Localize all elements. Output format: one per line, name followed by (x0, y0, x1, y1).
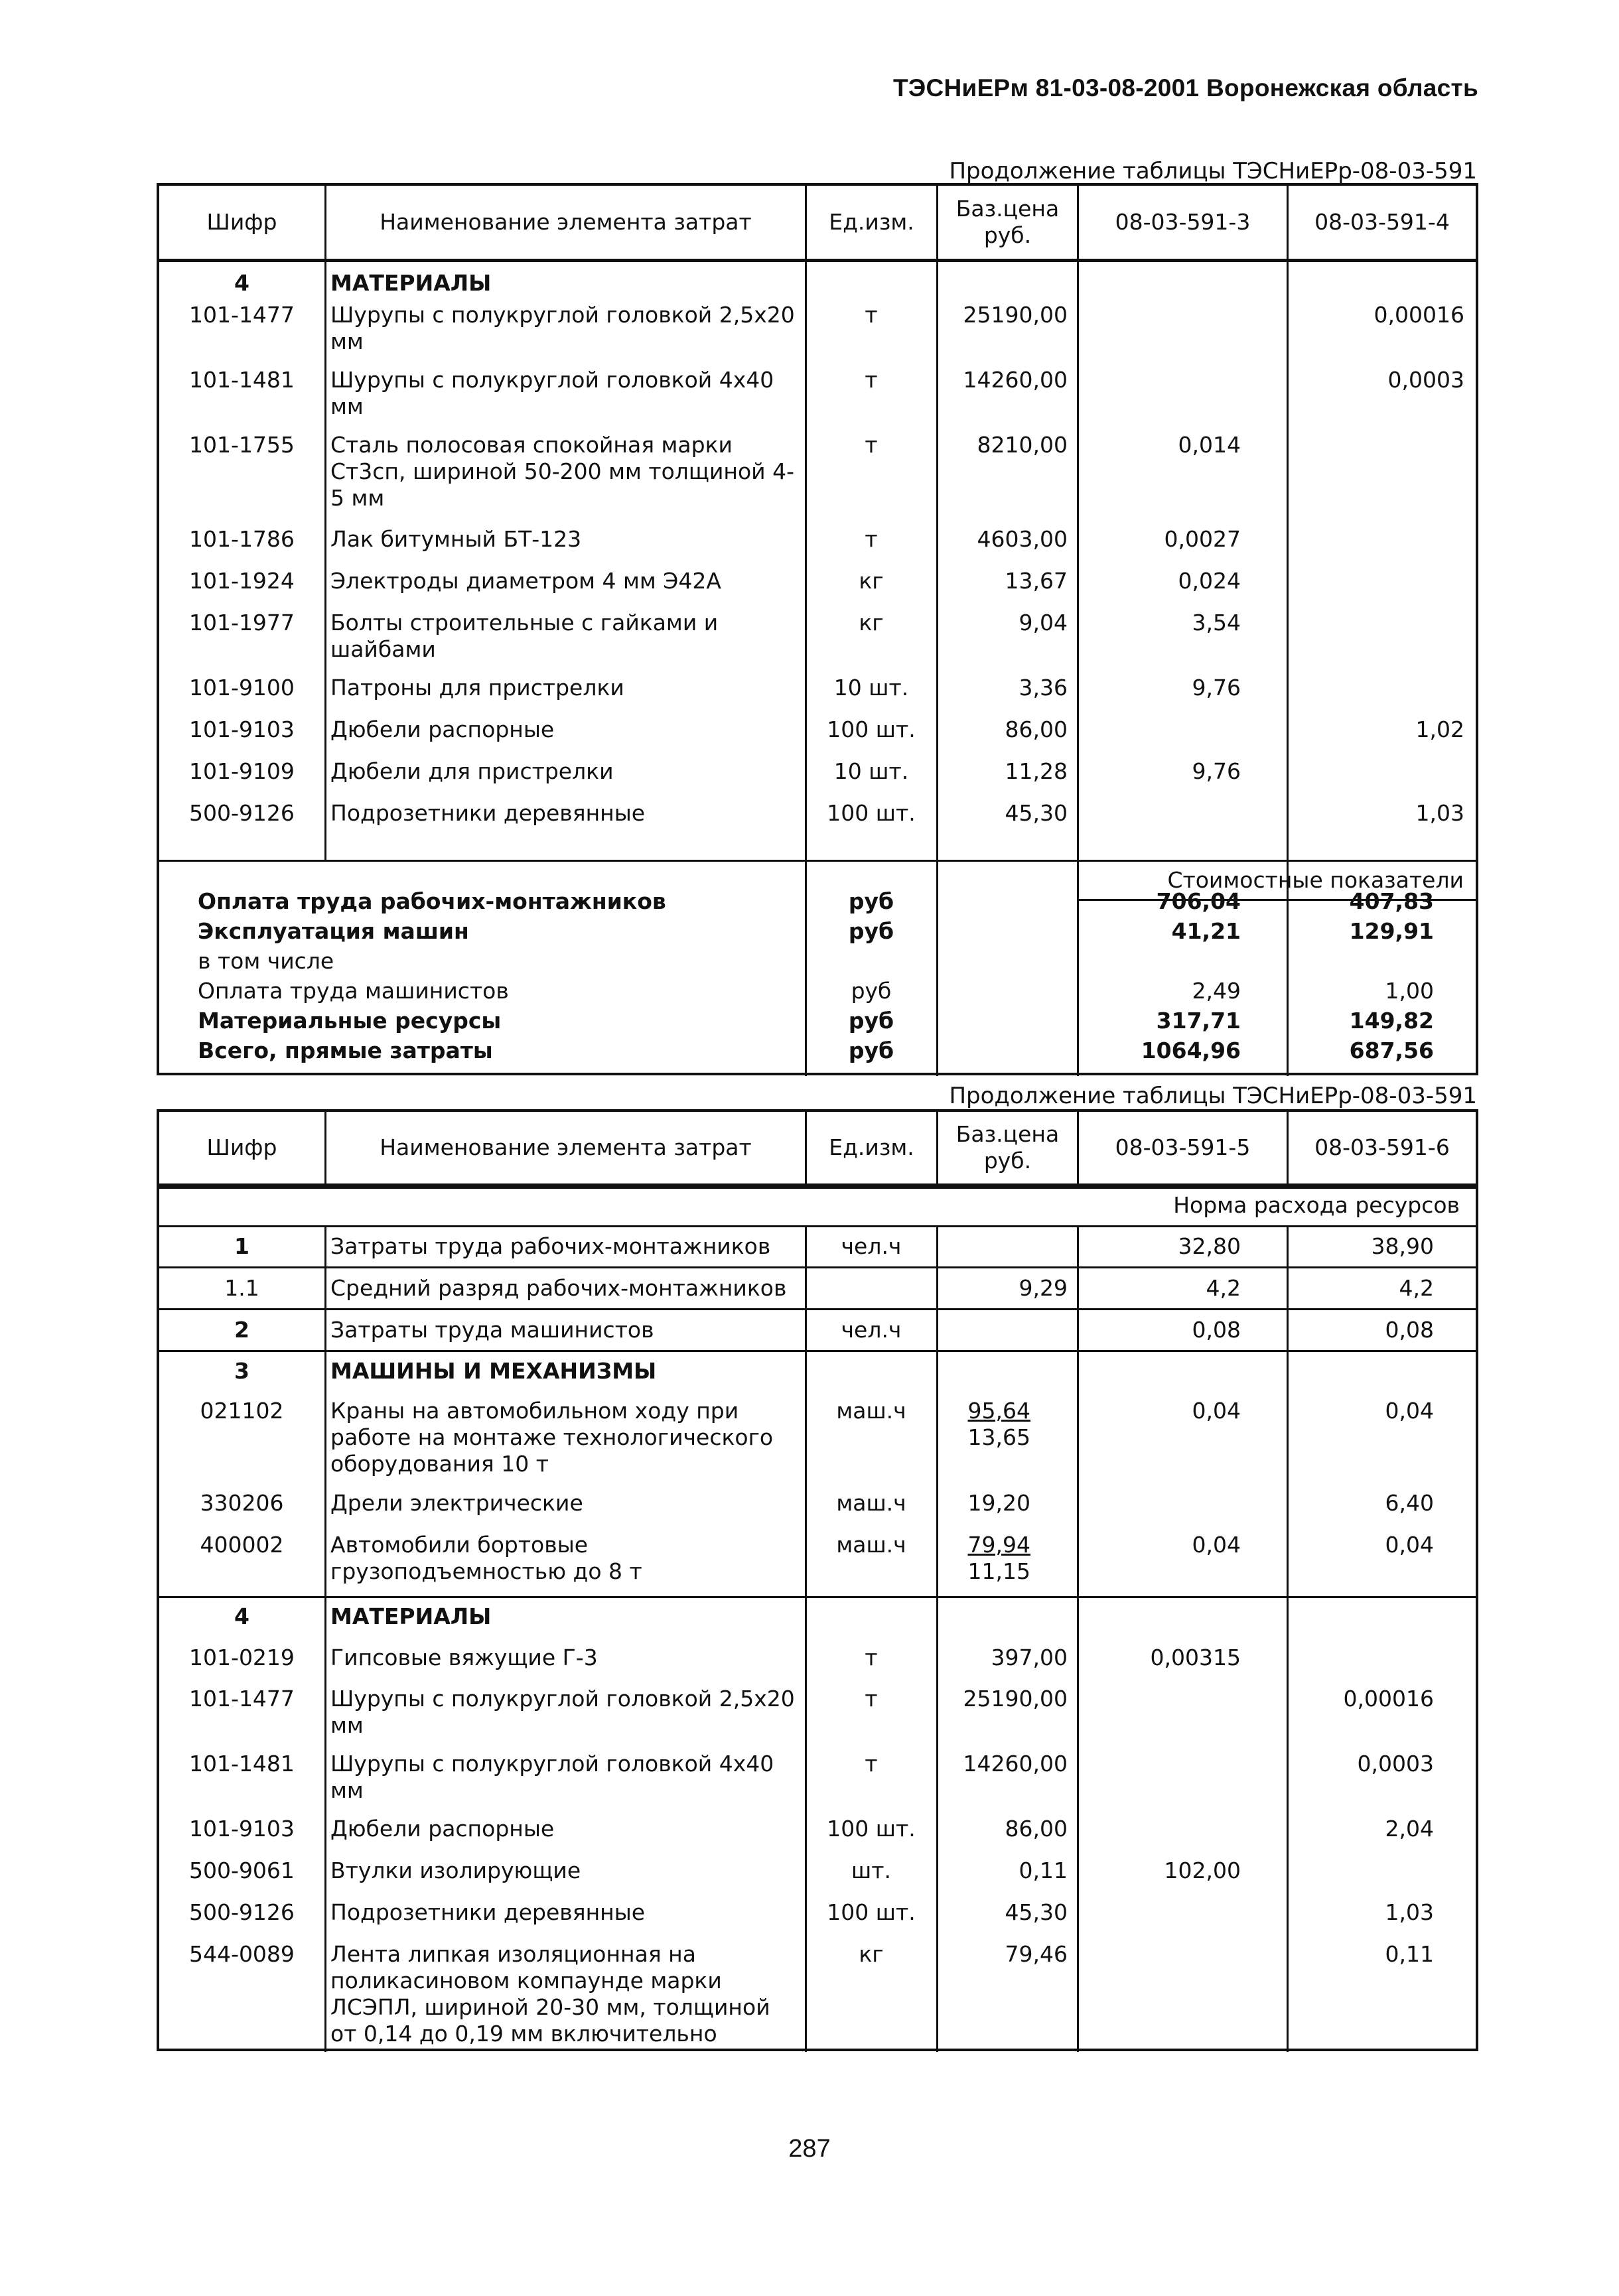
unit-cell: т (865, 526, 878, 552)
resource-code: 500-9126 (189, 800, 295, 826)
value-cell-2: 4,2 (1399, 1275, 1434, 1301)
col-v1-header: 08-03-591-3 (1079, 186, 1289, 259)
cost-value-1: 2,49 (1192, 978, 1241, 1004)
table1-continuation: Продолжение таблицы ТЭСНиЕРр-08-03-591 (949, 158, 1477, 184)
resource-code: 101-1924 (189, 568, 295, 594)
col-price-header: Баз.цена руб. (938, 186, 1079, 259)
resource-name: Дюбели распорные (330, 716, 555, 742)
unit-cell: 100 шт. (827, 1816, 916, 1842)
resource-name: Сталь полосовая спокойная марки Ст3сп, шириной 50-200 мм толщиной 4-5 мм (330, 432, 794, 511)
resource-name: Шурупы с полукруглой головкой 4х40 мм (330, 367, 774, 419)
col-v2-header: 08-03-591-4 (1314, 209, 1450, 235)
table1-body (159, 262, 1476, 1076)
norm-caption: Норма расхода ресурсов (1173, 1192, 1460, 1218)
resource-code: 101-0219 (189, 1645, 295, 1670)
unit-cell: чел.ч (841, 1233, 902, 1259)
machine-name: Краны на автомобильном ходу при работе на монтаже технологического оборудования 10 т (330, 1398, 774, 1477)
machine-name: Дрели электрические (330, 1490, 583, 1516)
price-cell: 9,29 (1019, 1275, 1068, 1301)
unit-cell: 10 шт. (833, 758, 909, 784)
value-cell-2: 0,00016 (1343, 1686, 1434, 1712)
cost-unit: руб (848, 1008, 894, 1034)
section-title: МАТЕРИАЛЫ (330, 1603, 492, 1629)
resource-code: 101-9103 (189, 716, 295, 742)
unit-cell: 100 шт. (827, 716, 916, 742)
section-title: МАТЕРИАЛЫ (330, 270, 492, 296)
col-unit-header: Ед.изм. (807, 186, 938, 259)
value-cell-2: 0,04 (1385, 1532, 1434, 1558)
machine-name: Автомобили бортовые грузоподъемностью до 8 т (330, 1532, 642, 1584)
resource-name: Шурупы с полукруглой головкой 2,5х20 мм (330, 1686, 795, 1738)
resource-code: 500-9126 (189, 1899, 295, 1925)
price-cell: 86,00 (1005, 716, 1068, 742)
section-code: 4 (234, 1603, 249, 1629)
col-unit-header: Ед.изм. (807, 1112, 938, 1183)
resource-code: 101-1477 (189, 1686, 295, 1712)
machine-code: 400002 (200, 1532, 284, 1558)
cost-value-2: 687,56 (1349, 1038, 1434, 1063)
unit-cell: т (865, 1751, 878, 1777)
cost-unit: руб (848, 1038, 894, 1063)
document-header: ТЭСНиЕРм 81-03-08-2001 Воронежская область (892, 74, 1478, 101)
resource-code: 544-0089 (189, 1941, 295, 1967)
unit-cell: кг (859, 1941, 884, 1967)
resource-name: Лента липкая изоляционная на поликасиновом компаунде марки ЛСЭПЛ, шириной 20-30 мм, толщиной от 0,14 до 0,19 мм включительно (330, 1941, 770, 2047)
machine-code: 330206 (200, 1490, 284, 1516)
price-cell: 86,00 (1005, 1816, 1068, 1842)
value-cell-1: 4,2 (1206, 1275, 1241, 1301)
value-cell-2: 0,0003 (1387, 367, 1464, 393)
resource-name: Болты строительные с гайками и шайбами (330, 610, 719, 662)
price-cell: 13,67 (1005, 568, 1068, 594)
cost-value-1: 41,21 (1171, 918, 1241, 944)
resource-code: 101-1977 (189, 610, 295, 636)
table1 (157, 183, 1478, 1075)
labor-code: 1.1 (224, 1275, 259, 1301)
value-cell-1: 102,00 (1164, 1857, 1241, 1883)
unit-cell: т (865, 302, 878, 328)
price-cell: 8210,00 (977, 432, 1068, 458)
value-cell-1: 0,014 (1178, 432, 1241, 458)
unit-cell: т (865, 432, 878, 458)
table2-header (159, 1112, 1476, 1187)
labor-name: Затраты труда машинистов (330, 1317, 654, 1343)
resource-name: Шурупы с полукруглой головкой 2,5х20 мм (330, 302, 795, 354)
price-cell: 79,94 (967, 1532, 1030, 1558)
section-code: 3 (234, 1358, 249, 1384)
resource-name: Патроны для пристрелки (330, 675, 624, 701)
price-cell: 95,64 (967, 1398, 1030, 1424)
unit-cell: маш.ч (836, 1398, 906, 1424)
value-cell-2: 0,04 (1385, 1398, 1434, 1424)
cost-unit: руб (848, 918, 894, 944)
value-cell-1: 0,0027 (1164, 526, 1241, 552)
unit-cell: кг (859, 610, 884, 636)
cost-value-2: 1,00 (1385, 978, 1434, 1004)
cost-caption: Стоимостные показатели (1167, 867, 1464, 893)
resource-code: 101-1481 (189, 367, 295, 393)
col-code-header: Шифр (159, 1112, 326, 1183)
price-cell: 25190,00 (963, 1686, 1068, 1712)
value-cell-1: 9,76 (1192, 758, 1241, 784)
col-price-header: Баз.цена руб. (938, 1112, 1079, 1183)
resource-code: 500-9061 (189, 1857, 295, 1883)
value-cell-1: 0,024 (1178, 568, 1241, 594)
value-cell-1: 0,00315 (1150, 1645, 1241, 1670)
value-cell-1: 0,04 (1192, 1398, 1241, 1424)
cost-value-2: 129,91 (1349, 918, 1434, 944)
unit-cell: 100 шт. (827, 800, 916, 826)
value-cell-1: 9,76 (1192, 675, 1241, 701)
resource-name: Подрозетники деревянные (330, 1899, 646, 1925)
section-title: МАШИНЫ И МЕХАНИЗМЫ (330, 1358, 657, 1384)
value-cell-2: 2,04 (1385, 1816, 1434, 1842)
resource-code: 101-1477 (189, 302, 295, 328)
cost-value-2: 149,82 (1349, 1008, 1434, 1034)
cost-label: Эксплуатация машин (198, 918, 469, 944)
value-cell-1: 3,54 (1192, 610, 1241, 636)
table1-header (159, 186, 1476, 262)
unit-cell: т (865, 1686, 878, 1712)
col-name-header: Наименование элемента затрат (326, 1112, 807, 1183)
unit-cell: кг (859, 568, 884, 594)
price-cell: 0,11 (1019, 1857, 1068, 1883)
labor-code: 1 (234, 1233, 249, 1259)
cost-unit: руб (851, 978, 892, 1004)
section-code: 4 (234, 270, 249, 296)
col-v1-header: 08-03-591-5 (1079, 1112, 1289, 1183)
value-cell-2: 1,03 (1385, 1899, 1434, 1925)
price-cell: 45,30 (1005, 800, 1068, 826)
price-cell: 14260,00 (963, 1751, 1068, 1777)
price-cell: 25190,00 (963, 302, 1068, 328)
cost-value-2: 407,83 (1349, 888, 1434, 914)
value-cell-2: 0,0003 (1357, 1751, 1434, 1777)
price-cell: 19,20 (967, 1490, 1030, 1516)
price-cell: 14260,00 (963, 367, 1068, 393)
resource-name: Электроды диаметром 4 мм Э42А (330, 568, 721, 594)
value-cell-2: 6,40 (1385, 1490, 1434, 1516)
resource-code: 101-9109 (189, 758, 295, 784)
labor-name: Средний разряд рабочих-монтажников (330, 1275, 787, 1301)
col-name-header: Наименование элемента затрат (326, 186, 807, 259)
price-cell: 79,46 (1005, 1941, 1068, 1967)
cost-value-1: 1064,96 (1141, 1038, 1241, 1063)
cost-label: в том числе (198, 948, 334, 974)
value-cell-2: 0,08 (1385, 1317, 1434, 1343)
value-cell-1: 0,08 (1192, 1317, 1241, 1343)
resource-name: Гипсовые вяжущие Г-3 (330, 1645, 598, 1670)
unit-cell: 100 шт. (827, 1899, 916, 1925)
cost-label: Материальные ресурсы (198, 1008, 502, 1034)
resource-code: 101-9103 (189, 1816, 295, 1842)
price-cell: 45,30 (1005, 1899, 1068, 1925)
value-cell-2: 1,02 (1415, 716, 1464, 742)
table2 (157, 1109, 1478, 2051)
resource-code: 101-9100 (189, 675, 295, 701)
value-cell-2: 0,11 (1385, 1941, 1434, 1967)
price-cell: 9,04 (1019, 610, 1068, 636)
labor-code: 2 (234, 1317, 249, 1343)
col-code-header: Шифр (159, 186, 326, 259)
page-number: 287 (788, 2135, 831, 2163)
resource-code: 101-1755 (189, 432, 295, 458)
cost-label: Оплата труда машинистов (198, 978, 509, 1004)
value-cell-2: 0,00016 (1373, 302, 1464, 328)
price-cell-secondary: 11,15 (967, 1558, 1030, 1584)
resource-name: Дюбели распорные (330, 1816, 555, 1842)
unit-cell: т (865, 1645, 878, 1670)
table2-continuation: Продолжение таблицы ТЭСНиЕРр-08-03-591 (949, 1083, 1477, 1109)
unit-cell: т (865, 367, 878, 393)
price-cell: 11,28 (1005, 758, 1068, 784)
cost-label: Оплата труда рабочих-монтажников (198, 888, 666, 914)
resource-name: Втулки изолирующие (330, 1857, 581, 1883)
machine-code: 021102 (200, 1398, 284, 1424)
value-cell-1: 0,04 (1192, 1532, 1241, 1558)
cost-unit: руб (848, 888, 894, 914)
unit-cell: чел.ч (841, 1317, 902, 1343)
unit-cell: 10 шт. (833, 675, 909, 701)
price-cell: 3,36 (1019, 675, 1068, 701)
resource-name: Подрозетники деревянные (330, 800, 646, 826)
unit-cell: маш.ч (836, 1490, 906, 1516)
price-cell-secondary: 13,65 (967, 1424, 1030, 1450)
cost-value-1: 317,71 (1156, 1008, 1241, 1034)
value-cell-2: 1,03 (1415, 800, 1464, 826)
resource-name: Дюбели для пристрелки (330, 758, 614, 784)
unit-cell: маш.ч (836, 1532, 906, 1558)
resource-code: 101-1481 (189, 1751, 295, 1777)
labor-name: Затраты труда рабочих-монтажников (330, 1233, 771, 1259)
value-cell-2: 38,90 (1371, 1233, 1434, 1259)
col-v2-header: 08-03-591-6 (1314, 1134, 1450, 1160)
resource-code: 101-1786 (189, 526, 295, 552)
cost-value-1: 706,04 (1156, 888, 1241, 914)
value-cell-1: 32,80 (1178, 1233, 1241, 1259)
resource-name: Лак битумный БТ-123 (330, 526, 582, 552)
table2-body (159, 1187, 1476, 2052)
resource-name: Шурупы с полукруглой головкой 4х40 мм (330, 1751, 774, 1803)
price-cell: 4603,00 (977, 526, 1068, 552)
cost-label: Всего, прямые затраты (198, 1038, 493, 1063)
price-cell: 397,00 (991, 1645, 1068, 1670)
unit-cell: шт. (851, 1857, 891, 1883)
